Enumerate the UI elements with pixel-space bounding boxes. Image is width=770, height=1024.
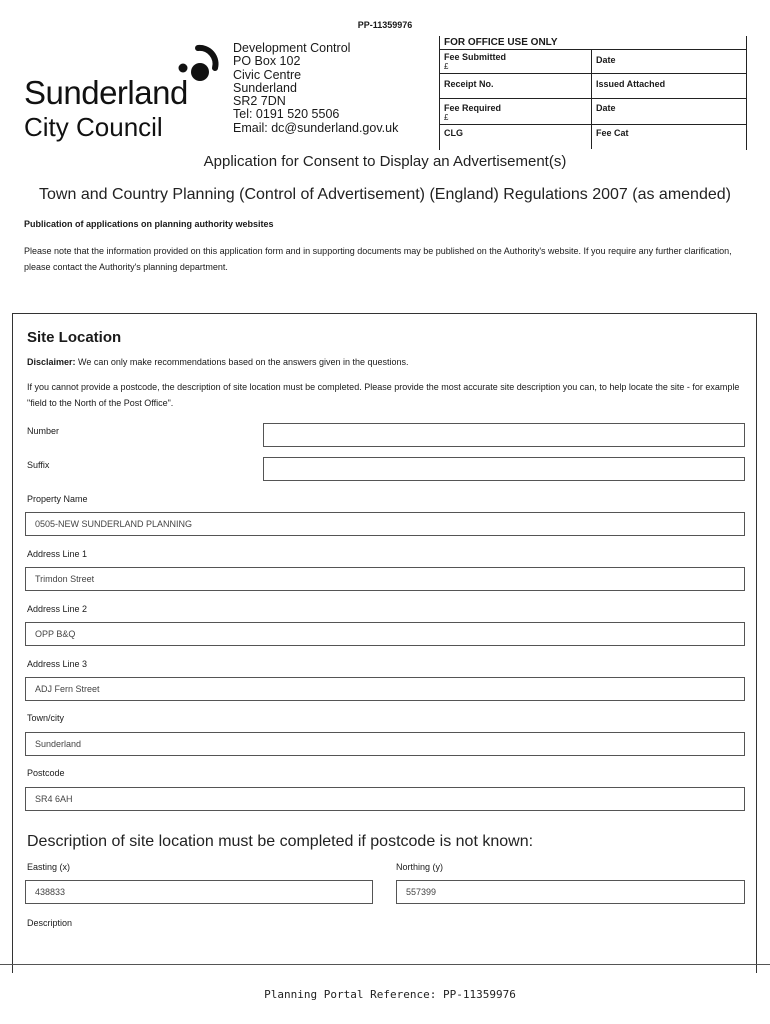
number-label: Number <box>27 426 60 436</box>
northing-label: Northing (y) <box>396 862 444 872</box>
logo-text-city-council: City Council <box>24 112 163 142</box>
form-subtitle: Town and Country Planning (Control of Advertisement) (England) Regulations 2007 (as amended) <box>39 186 731 203</box>
disclaimer <box>27 357 409 367</box>
address-line: SR2 7DN <box>233 94 286 109</box>
office-use-heading: FOR OFFICE USE ONLY <box>440 36 746 50</box>
publication-heading: Publication of applications on planning authority websites <box>24 219 274 229</box>
reference-number-top: PP-11359976 <box>357 20 413 30</box>
office-row <box>440 74 746 99</box>
site-location-section <box>12 313 757 973</box>
town-city-label: Town/city <box>27 713 65 723</box>
office-row <box>440 125 746 149</box>
address-line-1-label: Address Line 1 <box>27 549 88 559</box>
council-address <box>233 42 398 135</box>
address-line: Sunderland <box>233 80 297 95</box>
section-title: Site Location <box>27 329 122 346</box>
office-row <box>440 99 746 125</box>
address-email: Email: dc@sunderland.gov.uk <box>233 120 399 135</box>
fee-submitted-cell <box>440 50 592 73</box>
publication-text: Please note that the information provided on this application form and in supporting documents may be published on the Authority's website. If you require any further clarification, please contact the Authority's planning department. <box>24 246 732 272</box>
date-cell: Date <box>596 103 616 113</box>
address-line-1-field[interactable]: Trimdon Street <box>25 567 745 591</box>
logo-text-sunderland: Sunderland <box>24 74 188 111</box>
fee-submitted-label: Fee Submitted <box>444 52 507 62</box>
suffix-label: Suffix <box>27 460 50 470</box>
office-row <box>440 50 746 74</box>
fee-cat-cell: Fee Cat <box>596 128 629 138</box>
page-bottom-divider <box>0 964 770 965</box>
address-line-3-label: Address Line 3 <box>27 659 88 669</box>
description-label: Description <box>27 918 73 928</box>
address-line: Civic Centre <box>233 67 302 82</box>
postcode-field[interactable]: SR4 6AH <box>25 787 745 811</box>
suffix-field[interactable] <box>263 457 745 481</box>
description-heading: Description of site location must be completed if postcode is not known: <box>27 833 534 850</box>
property-name-field[interactable]: 0505-NEW SUNDERLAND PLANNING <box>25 512 745 536</box>
town-city-field[interactable]: Sunderland <box>25 732 745 756</box>
form-title: Application for Consent to Display an Advertisement(s) <box>203 153 567 170</box>
number-field[interactable] <box>263 423 745 447</box>
pound-sign: £ <box>444 62 449 71</box>
disclaimer-label: Disclaimer: <box>27 357 76 367</box>
disclaimer-text: We can only make recommendations based on the answers given in the questions. <box>75 357 409 367</box>
office-use-table <box>439 36 747 150</box>
property-name-label: Property Name <box>27 494 88 504</box>
address-phone: Tel: 0191 520 5506 <box>233 107 340 122</box>
issued-attached-cell: Issued Attached <box>596 79 666 89</box>
address-line-2-label: Address Line 2 <box>27 604 88 614</box>
address-line-2-field[interactable]: OPP B&Q <box>25 622 745 646</box>
easting-label: Easting (x) <box>27 862 71 872</box>
receipt-no-cell: Receipt No. <box>440 74 592 98</box>
easting-field[interactable]: 438833 <box>25 880 373 904</box>
pound-sign: £ <box>444 113 449 122</box>
address-line: PO Box 102 <box>233 54 301 69</box>
planning-portal-reference: Planning Portal Reference: PP-11359976 <box>264 988 516 1001</box>
address-line-3-field[interactable]: ADJ Fern Street <box>25 677 745 701</box>
date-cell: Date <box>596 55 616 65</box>
fee-required-label: Fee Required <box>444 103 502 113</box>
council-logo <box>24 44 224 144</box>
fee-required-cell <box>440 99 592 124</box>
address-line: Development Control <box>233 41 351 55</box>
northing-field[interactable]: 557399 <box>396 880 745 904</box>
postcode-label: Postcode <box>27 768 65 778</box>
clg-cell: CLG <box>440 125 592 149</box>
postcode-note: If you cannot provide a postcode, the description of site location must be completed. Please provide the most accurate site description you can, to help locate the site - for example "field to the North of the Post Office". <box>27 382 740 408</box>
